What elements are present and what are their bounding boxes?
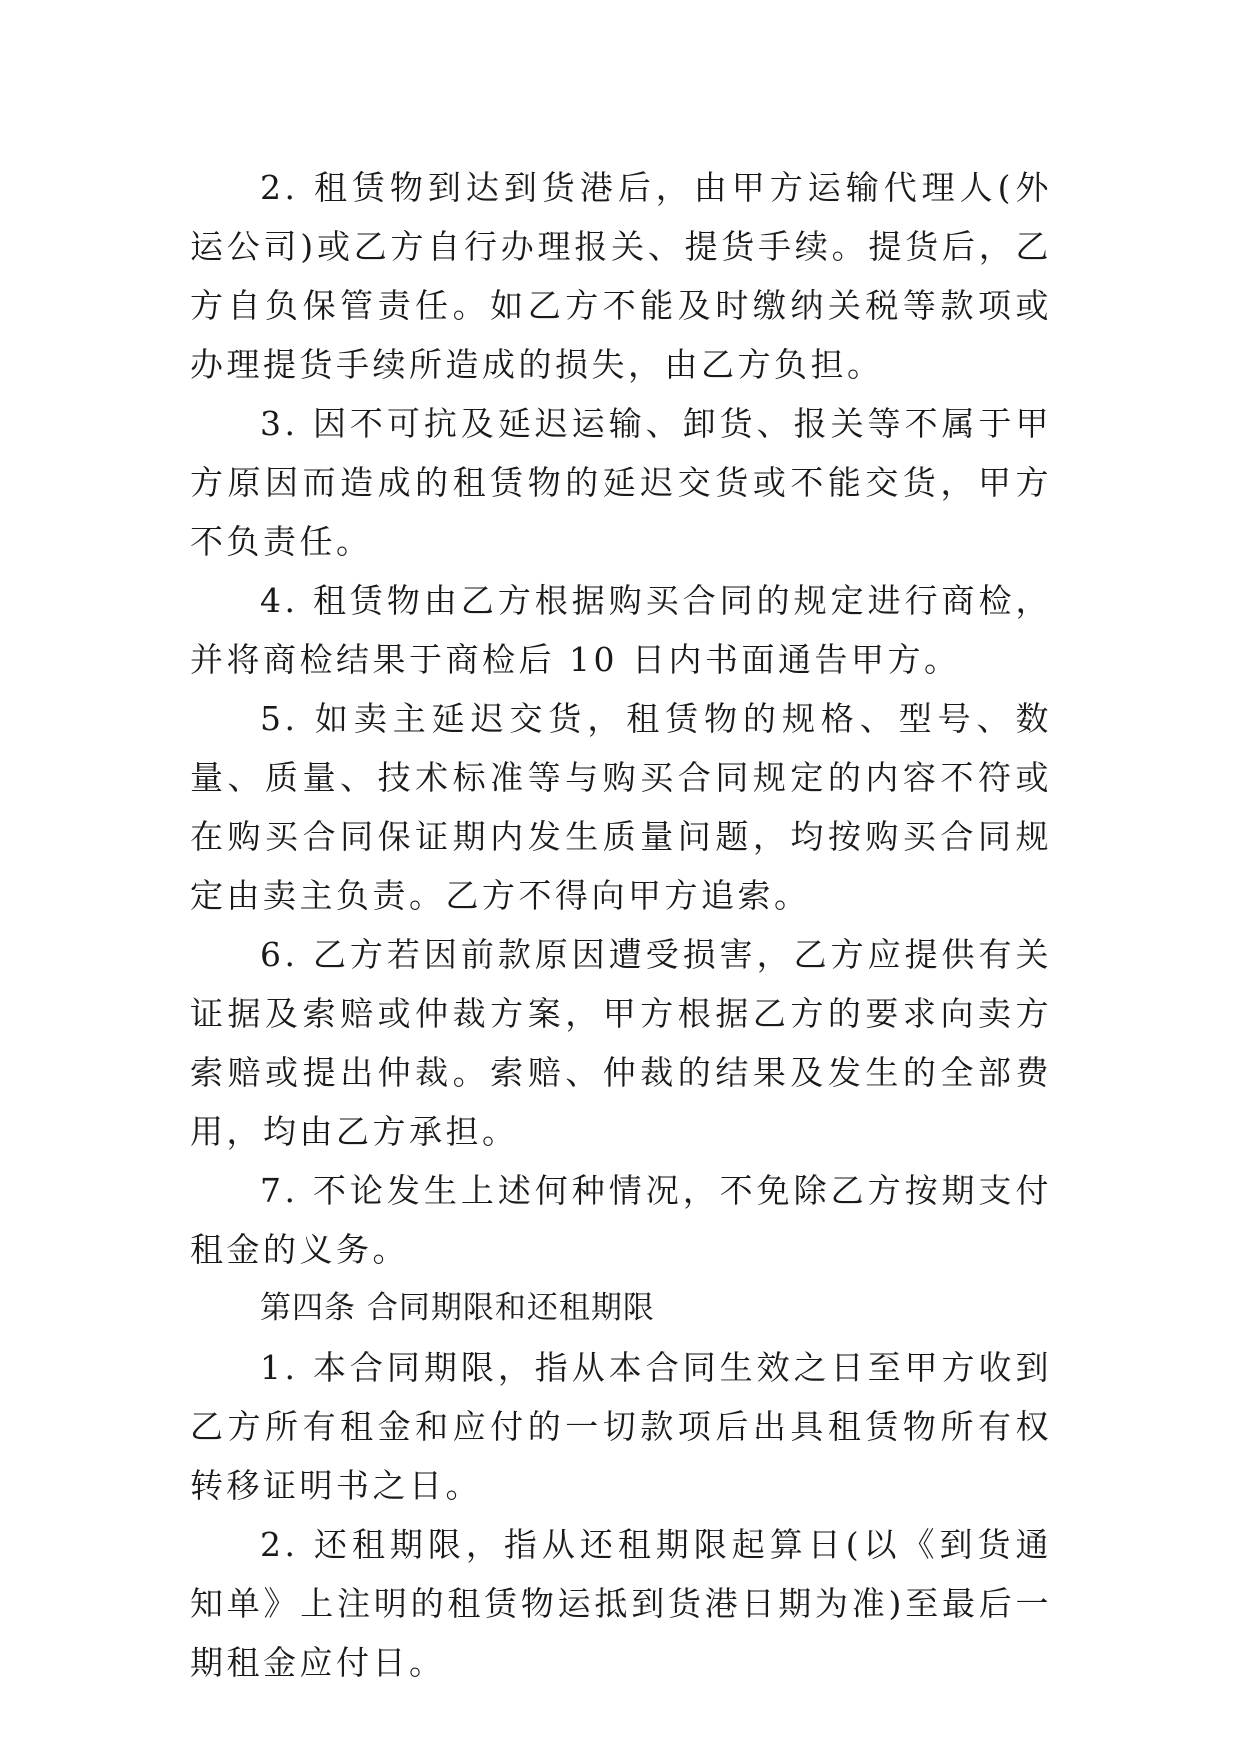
clause-paragraph-2: 2. 租赁物到达到货港后，由甲方运输代理人(外运公司)或乙方自行办理报关、提货手续。提货后，乙方自负保管责任。如乙方不能及时缴纳关税等款项或办理提货手续所造成的损失，由乙方负担。 — [190, 168, 1052, 384]
section-heading: 第四条 合同期限和还租期限 — [260, 1290, 655, 1326]
clause-paragraph-3: 3. 因不可抗及延迟运输、卸货、报关等不属于甲方原因而造成的租赁物的延迟交货或不能交货，甲方不负责任。 — [190, 404, 1052, 561]
section-paragraph-1: 1. 本合同期限，指从本合同生效之日至甲方收到乙方所有租金和应付的一切款项后出具租赁物所有权转移证明书之日。 — [190, 1348, 1052, 1505]
section-paragraph-2: 2. 还租期限，指从还租期限起算日(以《到货通知单》上注明的租赁物运抵到货港日期为准)至最后一期租金应付日。 — [190, 1525, 1052, 1682]
clause-paragraph-7: 7. 不论发生上述何种情况，不免除乙方按期支付租金的义务。 — [190, 1171, 1052, 1269]
document-body — [190, 158, 1052, 1692]
clause-paragraph-4: 4. 租赁物由乙方根据购买合同的规定进行商检，并将商检结果于商检后 10 日内书面通告甲方。 — [190, 581, 1052, 679]
clause-paragraph-5: 5. 如卖主延迟交货，租赁物的规格、型号、数量、质量、技术标准等与购买合同规定的内容不符或在购买合同保证期内发生质量问题，均按购买合同规定由卖主负责。乙方不得向甲方追索。 — [190, 699, 1052, 915]
clause-paragraph-6: 6. 乙方若因前款原因遭受损害，乙方应提供有关证据及索赔或仲裁方案，甲方根据乙方的要求向卖方索赔或提出仲裁。索赔、仲裁的结果及发生的全部费用，均由乙方承担。 — [190, 935, 1052, 1151]
